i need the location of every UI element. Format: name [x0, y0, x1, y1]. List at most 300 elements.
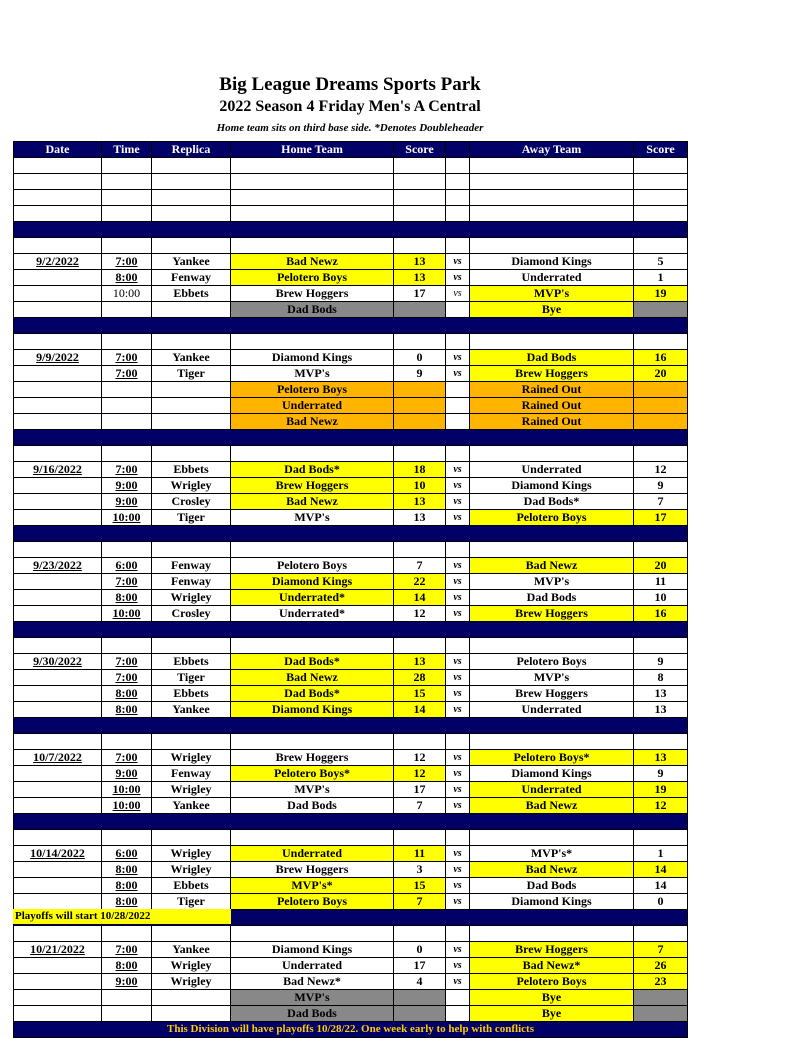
- home-team-cell: MVP's: [231, 366, 394, 382]
- away-score-cell: 12: [634, 798, 688, 814]
- blank-row: [14, 926, 688, 942]
- time-cell: 10:00: [102, 798, 152, 814]
- game-row: [14, 382, 688, 398]
- empty-cell: [14, 158, 102, 174]
- time-cell: 7:00: [102, 366, 152, 382]
- empty-cell: [152, 638, 231, 654]
- date-cell: [14, 574, 102, 590]
- away-team-cell: Dad Bods: [470, 350, 634, 366]
- empty-cell: [14, 638, 102, 654]
- date-cell: 10/7/2022: [14, 750, 102, 766]
- date-cell: 9/9/2022: [14, 350, 102, 366]
- home-team-cell: Bad Newz: [231, 494, 394, 510]
- home-team-cell: Bad Newz*: [231, 974, 394, 990]
- home-team-cell: Diamond Kings: [231, 574, 394, 590]
- empty-cell: [14, 190, 102, 206]
- home-score-cell: 18: [394, 462, 446, 478]
- home-team-cell: Underrated*: [231, 590, 394, 606]
- empty-cell: [470, 174, 634, 190]
- empty-cell: [470, 158, 634, 174]
- away-score-cell: [634, 398, 688, 414]
- empty-cell: [231, 830, 394, 846]
- date-cell: [14, 270, 102, 286]
- field-cell: Ebbets: [152, 654, 231, 670]
- time-cell: 6:00: [102, 558, 152, 574]
- time-cell: 7:00: [102, 670, 152, 686]
- empty-cell: [446, 926, 470, 942]
- empty-cell: [634, 334, 688, 350]
- away-score-cell: 1: [634, 270, 688, 286]
- home-team-cell: Pelotero Boys: [231, 558, 394, 574]
- away-score-cell: 12: [634, 462, 688, 478]
- home-score-cell: 13: [394, 494, 446, 510]
- empty-cell: [446, 158, 470, 174]
- home-team-cell: Brew Hoggers: [231, 862, 394, 878]
- empty-cell: [152, 158, 231, 174]
- away-score-cell: 14: [634, 862, 688, 878]
- home-team-cell: Diamond Kings: [231, 942, 394, 958]
- game-row: [14, 766, 688, 782]
- home-score-cell: 15: [394, 686, 446, 702]
- away-team-cell: Rained Out: [470, 414, 634, 430]
- empty-cell: [634, 734, 688, 750]
- time-cell: 10:00: [102, 606, 152, 622]
- week-separator: [14, 430, 688, 446]
- away-team-cell: Bad Newz: [470, 798, 634, 814]
- game-row: [14, 846, 688, 862]
- field-cell: Tiger: [152, 670, 231, 686]
- empty-cell: [394, 190, 446, 206]
- vs-cell: vs: [446, 798, 470, 814]
- vs-cell: [446, 398, 470, 414]
- vs-cell: vs: [446, 782, 470, 798]
- field-cell: [152, 382, 231, 398]
- home-team-cell: MVP's*: [231, 878, 394, 894]
- game-row: [14, 510, 688, 526]
- empty-cell: [231, 926, 394, 942]
- empty-cell: [394, 830, 446, 846]
- column-header: Date: [14, 142, 102, 158]
- away-team-cell: Pelotero Boys*: [470, 750, 634, 766]
- game-row: [14, 958, 688, 974]
- away-team-cell: Brew Hoggers: [470, 686, 634, 702]
- blank-row: [14, 542, 688, 558]
- date-cell: [14, 398, 102, 414]
- date-cell: [14, 286, 102, 302]
- empty-cell: [446, 190, 470, 206]
- away-team-cell: Brew Hoggers: [470, 942, 634, 958]
- field-cell: [152, 414, 231, 430]
- vs-cell: vs: [446, 846, 470, 862]
- empty-cell: [231, 542, 394, 558]
- game-row: [14, 398, 688, 414]
- away-team-cell: Diamond Kings: [470, 766, 634, 782]
- away-team-cell: Bad Newz: [470, 558, 634, 574]
- blank-row: [14, 238, 688, 254]
- away-team-cell: Bye: [470, 1006, 634, 1022]
- away-score-cell: 13: [634, 686, 688, 702]
- game-row: [14, 1006, 688, 1022]
- separator-cell: [14, 718, 688, 734]
- empty-cell: [231, 334, 394, 350]
- game-row: [14, 302, 688, 318]
- vs-cell: vs: [446, 574, 470, 590]
- home-team-cell: Bad Newz: [231, 414, 394, 430]
- vs-cell: vs: [446, 894, 470, 910]
- game-row: [14, 702, 688, 718]
- empty-cell: [446, 542, 470, 558]
- away-team-cell: Brew Hoggers: [470, 366, 634, 382]
- home-score-cell: 17: [394, 782, 446, 798]
- field-cell: Fenway: [152, 558, 231, 574]
- field-cell: Tiger: [152, 510, 231, 526]
- vs-cell: vs: [446, 702, 470, 718]
- page-title: Big League Dreams Sports Park: [219, 74, 481, 95]
- empty-cell: [231, 734, 394, 750]
- time-cell: 7:00: [102, 654, 152, 670]
- home-score-cell: 0: [394, 350, 446, 366]
- empty-cell: [634, 238, 688, 254]
- vs-cell: vs: [446, 958, 470, 974]
- field-cell: Ebbets: [152, 686, 231, 702]
- home-team-cell: Dad Bods: [231, 798, 394, 814]
- game-row: [14, 750, 688, 766]
- away-score-cell: 14: [634, 878, 688, 894]
- date-cell: [14, 990, 102, 1006]
- time-cell: 8:00: [102, 590, 152, 606]
- away-team-cell: Bad Newz: [470, 862, 634, 878]
- away-team-cell: MVP's: [470, 286, 634, 302]
- vs-cell: vs: [446, 750, 470, 766]
- vs-cell: vs: [446, 478, 470, 494]
- away-team-cell: MVP's*: [470, 846, 634, 862]
- home-team-cell: Underrated: [231, 846, 394, 862]
- home-score-cell: 13: [394, 654, 446, 670]
- empty-cell: [470, 446, 634, 462]
- empty-cell: [634, 190, 688, 206]
- game-row: [14, 974, 688, 990]
- field-cell: Crosley: [152, 494, 231, 510]
- home-score-cell: 0: [394, 942, 446, 958]
- home-score-cell: [394, 414, 446, 430]
- away-team-cell: Underrated: [470, 462, 634, 478]
- away-score-cell: 16: [634, 606, 688, 622]
- date-cell: [14, 382, 102, 398]
- empty-cell: [14, 830, 102, 846]
- time-cell: 7:00: [102, 750, 152, 766]
- home-score-cell: 12: [394, 750, 446, 766]
- home-team-cell: Dad Bods: [231, 1006, 394, 1022]
- empty-cell: [14, 334, 102, 350]
- away-team-cell: Brew Hoggers: [470, 606, 634, 622]
- date-cell: [14, 494, 102, 510]
- time-cell: 7:00: [102, 942, 152, 958]
- week-separator: [14, 318, 688, 334]
- date-cell: [14, 478, 102, 494]
- field-cell: Ebbets: [152, 462, 231, 478]
- game-row: [14, 782, 688, 798]
- empty-cell: [446, 638, 470, 654]
- home-score-cell: 4: [394, 974, 446, 990]
- time-cell: 8:00: [102, 270, 152, 286]
- empty-cell: [394, 206, 446, 222]
- game-row: [14, 942, 688, 958]
- game-row: [14, 590, 688, 606]
- away-team-cell: Bye: [470, 990, 634, 1006]
- empty-cell: [470, 206, 634, 222]
- home-score-cell: 13: [394, 254, 446, 270]
- time-cell: 9:00: [102, 494, 152, 510]
- field-cell: Yankee: [152, 254, 231, 270]
- empty-cell: [446, 830, 470, 846]
- away-score-cell: 9: [634, 478, 688, 494]
- vs-cell: [446, 990, 470, 1006]
- game-row: [14, 606, 688, 622]
- field-cell: Ebbets: [152, 286, 231, 302]
- home-team-cell: MVP's: [231, 782, 394, 798]
- time-cell: [102, 414, 152, 430]
- date-cell: [14, 894, 102, 910]
- time-cell: 10:00: [102, 286, 152, 302]
- schedule-body: [14, 158, 688, 1038]
- home-score-cell: 28: [394, 670, 446, 686]
- home-score-cell: 14: [394, 590, 446, 606]
- vs-cell: vs: [446, 254, 470, 270]
- empty-cell: [231, 238, 394, 254]
- empty-cell: [470, 238, 634, 254]
- home-score-cell: 12: [394, 766, 446, 782]
- date-cell: [14, 606, 102, 622]
- time-cell: 7:00: [102, 574, 152, 590]
- away-score-cell: 7: [634, 942, 688, 958]
- away-score-cell: 0: [634, 894, 688, 910]
- time-cell: 7:00: [102, 254, 152, 270]
- date-cell: 10/21/2022: [14, 942, 102, 958]
- time-cell: 8:00: [102, 862, 152, 878]
- field-cell: Wrigley: [152, 862, 231, 878]
- home-team-cell: Bad Newz: [231, 254, 394, 270]
- game-row: [14, 878, 688, 894]
- empty-cell: [634, 174, 688, 190]
- vs-cell: [446, 382, 470, 398]
- home-score-cell: 22: [394, 574, 446, 590]
- empty-cell: [394, 238, 446, 254]
- empty-cell: [634, 830, 688, 846]
- away-team-cell: Underrated: [470, 782, 634, 798]
- vs-cell: vs: [446, 686, 470, 702]
- empty-cell: [470, 926, 634, 942]
- home-score-cell: 11: [394, 846, 446, 862]
- home-score-cell: 17: [394, 958, 446, 974]
- home-team-cell: Bad Newz: [231, 670, 394, 686]
- away-team-cell: Underrated: [470, 270, 634, 286]
- away-score-cell: 19: [634, 286, 688, 302]
- field-cell: Fenway: [152, 574, 231, 590]
- empty-cell: [102, 158, 152, 174]
- field-cell: [152, 1006, 231, 1022]
- game-row: [14, 366, 688, 382]
- column-header: Home Team: [231, 142, 394, 158]
- away-score-cell: 26: [634, 958, 688, 974]
- vs-cell: vs: [446, 510, 470, 526]
- away-score-cell: [634, 302, 688, 318]
- time-cell: 7:00: [102, 462, 152, 478]
- vs-cell: [446, 302, 470, 318]
- time-cell: [102, 302, 152, 318]
- time-cell: 8:00: [102, 878, 152, 894]
- empty-cell: [231, 174, 394, 190]
- away-score-cell: 16: [634, 350, 688, 366]
- field-cell: [152, 302, 231, 318]
- home-team-cell: Pelotero Boys: [231, 894, 394, 910]
- game-row: [14, 558, 688, 574]
- away-score-cell: 10: [634, 590, 688, 606]
- empty-cell: [394, 174, 446, 190]
- away-team-cell: MVP's: [470, 574, 634, 590]
- empty-cell: [470, 334, 634, 350]
- empty-cell: [102, 174, 152, 190]
- away-score-cell: 17: [634, 510, 688, 526]
- time-cell: 8:00: [102, 686, 152, 702]
- separator-cell: [14, 814, 688, 830]
- separator-cell: [14, 222, 688, 238]
- empty-row: [14, 158, 688, 174]
- empty-cell: [102, 638, 152, 654]
- home-score-cell: 3: [394, 862, 446, 878]
- home-score-cell: 15: [394, 878, 446, 894]
- empty-cell: [102, 334, 152, 350]
- vs-cell: vs: [446, 494, 470, 510]
- date-cell: [14, 798, 102, 814]
- away-score-cell: 8: [634, 670, 688, 686]
- away-team-cell: Diamond Kings: [470, 894, 634, 910]
- game-row: [14, 574, 688, 590]
- empty-cell: [14, 206, 102, 222]
- vs-cell: vs: [446, 558, 470, 574]
- away-score-cell: [634, 990, 688, 1006]
- date-cell: [14, 366, 102, 382]
- home-team-cell: Dad Bods*: [231, 686, 394, 702]
- date-cell: [14, 702, 102, 718]
- away-score-cell: 7: [634, 494, 688, 510]
- date-cell: [14, 766, 102, 782]
- time-cell: 8:00: [102, 702, 152, 718]
- game-row: [14, 286, 688, 302]
- empty-cell: [231, 158, 394, 174]
- empty-cell: [102, 734, 152, 750]
- home-score-cell: 13: [394, 270, 446, 286]
- empty-cell: [231, 206, 394, 222]
- date-cell: [14, 1006, 102, 1022]
- column-header: Score: [394, 142, 446, 158]
- field-cell: Wrigley: [152, 478, 231, 494]
- date-cell: [14, 958, 102, 974]
- field-cell: Yankee: [152, 702, 231, 718]
- vs-cell: vs: [446, 766, 470, 782]
- home-team-cell: Dad Bods*: [231, 654, 394, 670]
- empty-cell: [634, 542, 688, 558]
- empty-cell: [14, 446, 102, 462]
- field-cell: Wrigley: [152, 846, 231, 862]
- away-score-cell: [634, 414, 688, 430]
- separator-cell: [14, 318, 688, 334]
- home-team-cell: Underrated*: [231, 606, 394, 622]
- time-cell: 9:00: [102, 478, 152, 494]
- empty-cell: [446, 206, 470, 222]
- time-cell: [102, 990, 152, 1006]
- field-cell: Wrigley: [152, 590, 231, 606]
- empty-cell: [152, 206, 231, 222]
- game-row: [14, 350, 688, 366]
- empty-cell: [470, 542, 634, 558]
- home-team-cell: Diamond Kings: [231, 702, 394, 718]
- date-cell: [14, 414, 102, 430]
- home-score-cell: 10: [394, 478, 446, 494]
- empty-cell: [634, 206, 688, 222]
- game-row: [14, 270, 688, 286]
- vs-cell: vs: [446, 878, 470, 894]
- empty-cell: [102, 190, 152, 206]
- footer-note: This Division will have playoffs 10/28/22. One week early to help with conflicts: [14, 1022, 688, 1038]
- field-cell: Ebbets: [152, 878, 231, 894]
- home-team-cell: Brew Hoggers: [231, 286, 394, 302]
- field-cell: Wrigley: [152, 958, 231, 974]
- field-cell: [152, 398, 231, 414]
- date-cell: 9/16/2022: [14, 462, 102, 478]
- home-score-cell: 7: [394, 798, 446, 814]
- empty-cell: [634, 446, 688, 462]
- vs-cell: vs: [446, 974, 470, 990]
- vs-cell: vs: [446, 590, 470, 606]
- empty-cell: [152, 830, 231, 846]
- away-score-cell: 19: [634, 782, 688, 798]
- empty-cell: [102, 926, 152, 942]
- empty-row: [14, 174, 688, 190]
- empty-cell: [394, 334, 446, 350]
- empty-cell: [231, 638, 394, 654]
- empty-cell: [394, 926, 446, 942]
- away-team-cell: Dad Bods: [470, 590, 634, 606]
- empty-cell: [446, 334, 470, 350]
- vs-cell: [446, 414, 470, 430]
- empty-cell: [634, 926, 688, 942]
- blank-row: [14, 734, 688, 750]
- empty-cell: [152, 334, 231, 350]
- vs-cell: vs: [446, 670, 470, 686]
- column-header: Score: [634, 142, 688, 158]
- empty-cell: [14, 542, 102, 558]
- schedule-table: [13, 141, 688, 1038]
- separator-cell: [14, 622, 688, 638]
- away-team-cell: MVP's: [470, 670, 634, 686]
- time-cell: 6:00: [102, 846, 152, 862]
- field-cell: Wrigley: [152, 750, 231, 766]
- game-row: [14, 494, 688, 510]
- separator-cell: [14, 526, 688, 542]
- header-note: Home team sits on third base side. *Denotes Doubleheader: [216, 122, 484, 134]
- empty-cell: [394, 638, 446, 654]
- field-cell: Wrigley: [152, 782, 231, 798]
- date-cell: 9/2/2022: [14, 254, 102, 270]
- empty-cell: [102, 206, 152, 222]
- empty-cell: [470, 734, 634, 750]
- empty-cell: [14, 926, 102, 942]
- away-team-cell: Pelotero Boys: [470, 654, 634, 670]
- vs-cell: vs: [446, 462, 470, 478]
- away-score-cell: 5: [634, 254, 688, 270]
- vs-cell: vs: [446, 366, 470, 382]
- field-cell: Fenway: [152, 270, 231, 286]
